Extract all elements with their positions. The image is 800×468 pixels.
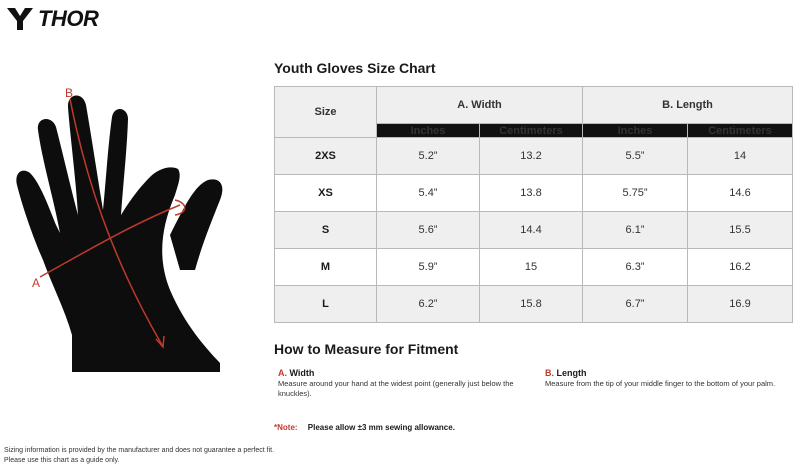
length-cm-cell: 16.2 <box>688 249 793 286</box>
size-cell: L <box>275 286 377 323</box>
width-description: Measure around your hand at the widest point (generally just below the knuckles). <box>278 379 514 398</box>
length-instructions <box>545 368 795 389</box>
width-cm-cell: 15 <box>480 249 583 286</box>
width-inches-cell: 5.2” <box>377 138 480 175</box>
table-row <box>275 286 793 323</box>
sub-header: Centimeters <box>480 124 583 138</box>
width-inches-cell: 5.6” <box>377 212 480 249</box>
sewing-note <box>274 423 455 432</box>
width-cm-cell: 14.4 <box>480 212 583 249</box>
hand-arm <box>170 179 222 270</box>
length-cm-cell: 15.5 <box>688 212 793 249</box>
length-cm-cell: 16.9 <box>688 286 793 323</box>
width-inches-cell: 5.9” <box>377 249 480 286</box>
size-cell: XS <box>275 175 377 212</box>
chart-title: Youth Gloves Size Chart <box>274 60 436 76</box>
measure-title: How to Measure for Fitment <box>274 341 459 357</box>
length-header: B. Length <box>583 87 793 124</box>
width-letter: A. <box>278 368 287 378</box>
size-cell: M <box>275 249 377 286</box>
table-row <box>275 249 793 286</box>
size-chart-table <box>274 86 793 323</box>
table-row <box>275 212 793 249</box>
hand-diagram <box>10 85 235 375</box>
thor-logo <box>6 4 98 34</box>
width-instructions-title <box>278 368 533 378</box>
thor-mark-icon <box>6 7 34 31</box>
width-cm-cell: 13.8 <box>480 175 583 212</box>
length-description: Measure from the tip of your middle finger to the bottom of your palm. <box>545 379 776 388</box>
sub-header: Inches <box>377 124 480 138</box>
hand-label-b: B <box>65 86 74 100</box>
sub-header: Inches <box>583 124 688 138</box>
size-header: Size <box>275 87 377 138</box>
length-instructions-title <box>545 368 795 378</box>
width-instructions <box>278 368 533 399</box>
length-label: Length <box>556 368 587 378</box>
table-row <box>275 175 793 212</box>
width-inches-cell: 5.4” <box>377 175 480 212</box>
width-cm-cell: 15.8 <box>480 286 583 323</box>
note-text: Please allow ±3 mm sewing allowance. <box>307 423 455 432</box>
length-inches-cell: 6.7” <box>583 286 688 323</box>
brand-name: THOR <box>38 6 99 31</box>
disclaimer <box>4 446 274 465</box>
length-inches-cell: 5.75” <box>583 175 688 212</box>
disclaimer-line: Sizing information is provided by the manufacturer and does not guarantee a perfect fit. <box>4 447 275 454</box>
width-inches-cell: 6.2” <box>377 286 480 323</box>
sub-header: Centimeters <box>688 124 793 138</box>
hand-label-a: A <box>32 276 41 290</box>
length-letter: B. <box>545 368 554 378</box>
table-row <box>275 138 793 175</box>
note-label: *Note: <box>274 423 298 432</box>
length-cm-cell: 14 <box>688 138 793 175</box>
length-inches-cell: 5.5” <box>583 138 688 175</box>
size-cell: 2XS <box>275 138 377 175</box>
size-cell: S <box>275 212 377 249</box>
width-cm-cell: 13.2 <box>480 138 583 175</box>
length-inches-cell: 6.3” <box>583 249 688 286</box>
length-inches-cell: 6.1” <box>583 212 688 249</box>
disclaimer-line: Please use this chart as a guide only. <box>4 456 120 464</box>
width-label: Width <box>289 368 315 378</box>
width-header: A. Width <box>377 87 583 124</box>
length-cm-cell: 14.6 <box>688 175 793 212</box>
